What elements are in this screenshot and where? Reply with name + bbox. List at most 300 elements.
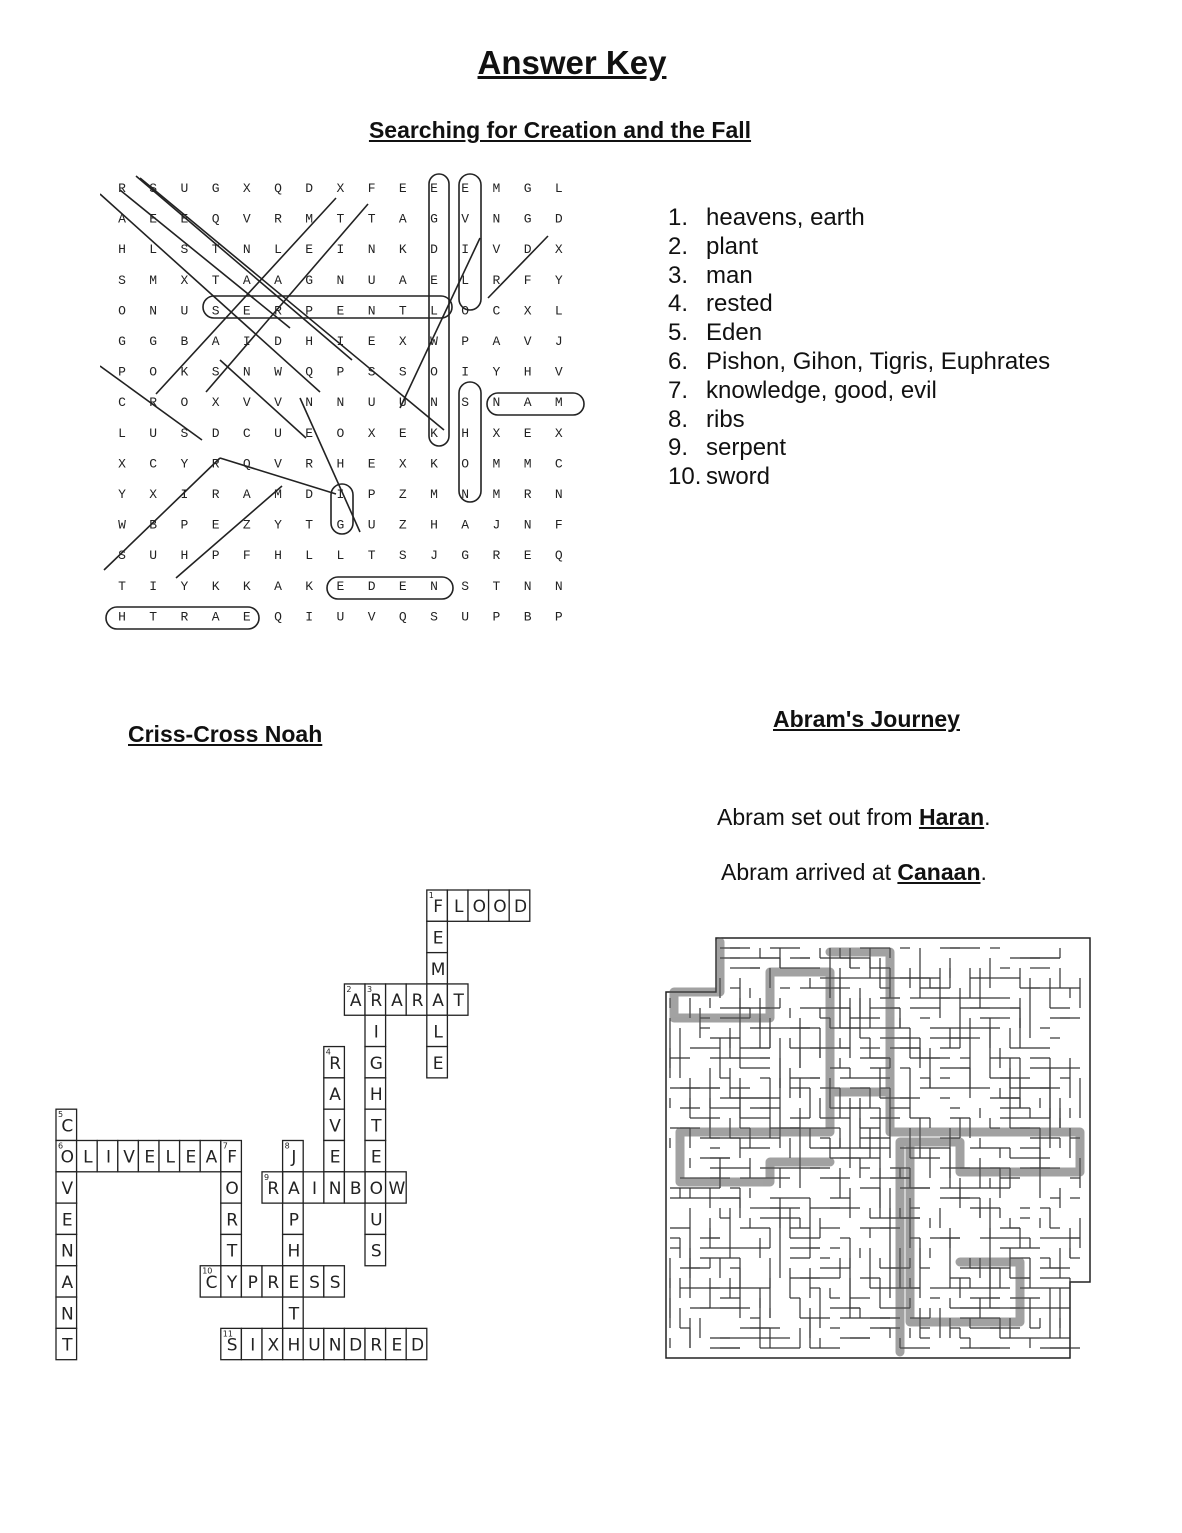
- word-search-letter: A: [211, 609, 220, 625]
- page-title: Answer Key: [477, 44, 667, 81]
- crossword-letter: L: [453, 897, 464, 918]
- crossword-letter: A: [349, 991, 362, 1012]
- word-search-letter: S: [180, 425, 189, 441]
- crossword-letter: O: [472, 897, 486, 918]
- word-search-letter: P: [180, 517, 189, 533]
- word-search-letter: P: [367, 487, 376, 502]
- word-search-letter: Q: [398, 609, 407, 625]
- word-search-letter: H: [118, 242, 126, 258]
- word-search-letter: O: [180, 395, 189, 411]
- crossword-letter: A: [391, 991, 403, 1012]
- word-search-letter: T: [367, 211, 376, 227]
- word-search-letter: P: [305, 303, 314, 319]
- word-search-letter: S: [398, 548, 407, 564]
- word-search-letter: L: [118, 425, 126, 441]
- maze-solution-path: [674, 942, 1080, 1352]
- word-search-letter: N: [554, 578, 563, 594]
- word-search-letter: X: [554, 242, 563, 258]
- word-search-letter: X: [211, 395, 220, 411]
- journey-start-sentence: Abram set out from Haran.: [717, 804, 991, 830]
- crossword-letter: O: [493, 897, 507, 918]
- word-search-letter: I: [461, 242, 470, 258]
- crossword-letter: H: [287, 1335, 301, 1356]
- word-search-letter: F: [242, 548, 251, 564]
- word-search-letter: M: [492, 456, 501, 472]
- word-search-letter: D: [430, 242, 438, 258]
- word-search-letter: E: [461, 181, 470, 196]
- word-search-letter: G: [149, 334, 158, 349]
- crossword-letter: H: [287, 1241, 301, 1262]
- word-search-letter: M: [523, 456, 532, 472]
- word-search-letter: O: [430, 364, 438, 380]
- word-search-letter: D: [274, 334, 282, 349]
- word-search-letter: S: [461, 395, 470, 411]
- word-search-letter: Z: [242, 517, 251, 533]
- word-search-letter: R: [118, 181, 126, 196]
- crossword-letter: E: [185, 1147, 197, 1168]
- word-search-letter: K: [211, 578, 220, 594]
- word-search-letter: U: [367, 517, 376, 533]
- word-search-letter: D: [305, 181, 314, 196]
- crossword-letter: L: [165, 1147, 176, 1168]
- word-search-letter: E: [149, 211, 158, 227]
- crossword-letter: F: [227, 1147, 237, 1168]
- crossword-letter: T: [62, 1335, 73, 1356]
- word-search-letter: T: [492, 578, 501, 594]
- crossword-clue-number: 4: [325, 1047, 331, 1057]
- answer-item: [668, 434, 1050, 463]
- word-search-letter: A: [461, 517, 470, 533]
- crossword-letter: A: [205, 1147, 218, 1168]
- word-search-letter: R: [211, 456, 220, 472]
- crossword-clue-number: 7: [222, 1141, 228, 1151]
- word-search-letter: I: [336, 334, 345, 349]
- word-search-letter: Q: [242, 456, 251, 472]
- crossword-letter: R: [411, 991, 424, 1012]
- word-search-letter: B: [523, 609, 532, 625]
- word-search-letter: A: [211, 334, 220, 349]
- crossword-letter: V: [123, 1147, 135, 1168]
- word-search-letter: R: [180, 609, 189, 625]
- answer-text: knowledge, good, evil: [706, 376, 937, 404]
- crossword-letter: F: [433, 897, 443, 918]
- word-search-letter: G: [336, 517, 345, 533]
- answer-number: 3.: [668, 261, 689, 289]
- journey-start-answer: Haran: [918, 804, 985, 830]
- word-search-letter: I: [336, 487, 345, 502]
- word-search-letter: R: [274, 303, 282, 319]
- word-search-letter: K: [430, 425, 438, 441]
- word-search-letter: G: [523, 211, 532, 227]
- word-search-letter: M: [274, 487, 282, 502]
- word-search-letter: H: [118, 609, 126, 625]
- word-search-letter: X: [336, 181, 345, 196]
- word-search-letter: N: [461, 487, 470, 502]
- word-search-letter: L: [274, 242, 282, 258]
- word-search-letter: K: [430, 456, 438, 472]
- word-search-letter: N: [336, 395, 345, 411]
- word-search-letter: G: [523, 181, 532, 196]
- word-search-letter: E: [367, 456, 376, 472]
- word-search-heading: Searching for Creation and the Fall: [368, 117, 752, 143]
- word-search-letter: V: [492, 242, 501, 258]
- word-search-letter: P: [336, 364, 345, 380]
- crossword-letter: L: [83, 1147, 93, 1168]
- crossword-letter: N: [60, 1241, 74, 1262]
- word-search-letter: X: [149, 487, 158, 502]
- crossword-letter: S: [370, 1241, 382, 1262]
- word-search-letter: I: [305, 609, 314, 625]
- crossword-letter: E: [61, 1210, 73, 1231]
- crossword-letter: G: [369, 1053, 383, 1074]
- word-search-letter: D: [523, 242, 532, 258]
- word-search-letter: H: [305, 334, 314, 349]
- word-search-letter: D: [554, 211, 563, 227]
- crossword-letter: R: [267, 1179, 280, 1200]
- abrams-journey-heading: Abram's Journey: [773, 706, 960, 732]
- crossword-letter: H: [369, 1085, 383, 1106]
- word-search-letter: D: [211, 425, 220, 441]
- word-search-letter: V: [367, 609, 376, 625]
- word-search-letter: V: [274, 456, 282, 472]
- word-search-letter: N: [305, 395, 314, 411]
- word-search-letter: T: [118, 578, 126, 594]
- word-search-letter: Y: [492, 364, 501, 380]
- crossword-letter: V: [329, 1116, 341, 1137]
- word-search-letter: P: [118, 364, 126, 380]
- word-search-letter: Y: [274, 517, 282, 533]
- word-search-letter: I: [461, 364, 470, 380]
- word-search-letter: A: [118, 211, 126, 227]
- word-search-letter: S: [180, 242, 189, 258]
- word-search-letter: L: [305, 548, 314, 564]
- word-search-letter: M: [492, 181, 501, 196]
- word-search-letter: N: [367, 303, 376, 319]
- word-search-letter: E: [211, 517, 220, 533]
- answer-text: plant: [706, 232, 759, 260]
- answer-number: 9.: [668, 434, 689, 462]
- word-search-letter: B: [149, 517, 158, 533]
- crossword-clue-number: 2: [346, 984, 352, 994]
- word-search-letter: Q: [554, 548, 563, 564]
- word-search-letter: W: [430, 334, 438, 349]
- criss-cross-grid: [50, 884, 540, 1384]
- word-search-letter: E: [242, 609, 251, 625]
- word-search-letter: U: [367, 395, 376, 411]
- word-search-letter: E: [336, 578, 345, 594]
- word-search-letter: U: [149, 425, 158, 441]
- word-search-letter: L: [554, 181, 563, 196]
- crossword-letter: A: [432, 991, 444, 1012]
- word-search-letter: T: [211, 242, 220, 258]
- word-search-letter: S: [211, 364, 220, 380]
- crossword-letter: P: [288, 1210, 300, 1231]
- word-search-letter: C: [242, 425, 251, 441]
- answer-number: 1.: [668, 204, 689, 231]
- answer-number: 6.: [668, 347, 689, 375]
- answer-number: 10.: [668, 463, 702, 491]
- word-search-letter: I: [180, 487, 189, 502]
- crossword-letter: Y: [226, 1272, 238, 1293]
- word-search-letter: H: [523, 364, 532, 380]
- crossword-letter: E: [432, 1053, 444, 1074]
- word-search-letter: E: [305, 242, 314, 258]
- word-search-letter: E: [430, 272, 438, 288]
- crossword-letter: R: [226, 1210, 239, 1231]
- word-search-letter: U: [336, 609, 345, 625]
- answer-number: 2.: [668, 232, 689, 260]
- crossword-clue-number: 1: [428, 891, 434, 900]
- crossword-letter: M: [430, 959, 446, 980]
- word-search-letter: U: [149, 548, 158, 564]
- word-search-letter: B: [180, 334, 189, 349]
- word-search-letter: E: [398, 181, 407, 196]
- word-search-letter: T: [398, 303, 407, 319]
- journey-end-sentence: Abram arrived at Canaan.: [721, 859, 987, 885]
- word-search-letter: T: [211, 272, 220, 288]
- crossword-letter: A: [288, 1179, 300, 1200]
- crossword-letter: I: [311, 1179, 318, 1200]
- word-search-letter: E: [336, 303, 345, 319]
- word-search-letter: N: [523, 578, 532, 594]
- answer-number: 7.: [668, 376, 689, 404]
- word-search-letter: S: [118, 548, 126, 564]
- word-search-letter: F: [523, 272, 532, 288]
- crossword-letter: A: [61, 1272, 74, 1293]
- word-search-letter: X: [523, 303, 532, 319]
- answer-number: 8.: [668, 405, 689, 433]
- crossword-letter: L: [433, 1022, 443, 1043]
- crossword-letter: V: [61, 1179, 74, 1200]
- crossword-letter: P: [247, 1272, 258, 1293]
- word-search-letter: E: [305, 425, 314, 441]
- word-search-letter: P: [492, 609, 501, 625]
- word-search-letter: R: [274, 211, 282, 227]
- word-search-letter: E: [398, 425, 407, 441]
- word-search-letter: H: [461, 425, 470, 441]
- word-search-letter: R: [492, 548, 501, 564]
- word-search-letter: N: [430, 578, 438, 594]
- word-search-letter: X: [367, 425, 376, 441]
- word-search-letter: M: [149, 272, 158, 288]
- crossword-clue-number: 10: [202, 1266, 213, 1276]
- word-search-letter: S: [118, 272, 126, 288]
- crossword-letter: C: [61, 1116, 74, 1137]
- word-search-letter: R: [305, 456, 314, 472]
- word-search-letter: N: [492, 395, 501, 411]
- word-search-letter: V: [554, 364, 563, 380]
- answer-item: [668, 348, 1050, 377]
- answer-item: [668, 463, 1050, 492]
- word-search-letter: N: [336, 272, 345, 288]
- word-search-letter: Z: [398, 517, 407, 533]
- word-search-letter: Y: [118, 487, 126, 502]
- word-search-letter: S: [398, 364, 407, 380]
- crossword-letter: C: [205, 1272, 218, 1293]
- word-search-letter: A: [523, 395, 532, 411]
- word-search-letter: M: [430, 487, 438, 502]
- word-search-letter: O: [461, 456, 470, 472]
- word-search-letter: A: [274, 578, 282, 594]
- word-search-letter: S: [367, 364, 376, 380]
- word-search-letter: R: [149, 395, 158, 411]
- word-search-letter: O: [118, 303, 126, 319]
- word-search-letter: A: [398, 272, 407, 288]
- answer-item: [668, 233, 1050, 262]
- maze: [660, 932, 1100, 1368]
- word-search-letter: N: [367, 242, 376, 258]
- word-search-letter: C: [492, 303, 501, 319]
- word-search-letter: N: [523, 517, 532, 533]
- word-search-letter: E: [367, 334, 376, 349]
- word-search-letter: C: [149, 456, 158, 472]
- answer-item: [668, 262, 1050, 291]
- word-search-letter: I: [242, 334, 251, 349]
- crossword-letter: E: [144, 1147, 156, 1168]
- answer-text: Pishon, Gihon, Tigris, Euphrates: [706, 347, 1051, 375]
- word-search-letter: N: [492, 211, 501, 227]
- word-search-letter: R: [492, 272, 501, 288]
- word-search-letter: L: [336, 548, 345, 564]
- crossword-letter: E: [370, 1147, 382, 1168]
- word-search-letter: H: [274, 548, 282, 564]
- word-search-letter: K: [305, 578, 314, 594]
- word-search-letter: Q: [211, 211, 220, 227]
- word-search-letter: W: [118, 517, 126, 533]
- answer-item: [668, 377, 1050, 406]
- crossword-letter: R: [370, 991, 383, 1012]
- crossword-letter: T: [453, 991, 464, 1012]
- word-search-letter: J: [430, 548, 438, 564]
- word-search-letter: A: [492, 334, 501, 349]
- crossword-letter: S: [226, 1335, 238, 1356]
- crossword-clue-number: 5: [58, 1110, 64, 1120]
- crossword-letter: D: [410, 1335, 425, 1356]
- word-search-letter: I: [149, 578, 158, 594]
- word-search-letter: D: [305, 487, 314, 502]
- word-search-answer-list: [668, 204, 1050, 492]
- crossword-letter: S: [329, 1272, 341, 1293]
- word-search-letter: U: [274, 425, 282, 441]
- crossword-letter: O: [60, 1147, 74, 1168]
- crossword-letter: I: [250, 1335, 256, 1356]
- crossword-clue-number: 8: [284, 1141, 290, 1151]
- word-search-letter: E: [523, 548, 532, 564]
- word-search-letter: L: [149, 242, 158, 258]
- word-search-letter: U: [461, 609, 470, 625]
- word-search-letter: O: [149, 364, 158, 380]
- crossword-clue-number: 11: [222, 1329, 233, 1339]
- word-search-letter: C: [118, 395, 126, 411]
- answer-text: rested: [706, 290, 773, 318]
- crossword-letter: E: [329, 1147, 341, 1168]
- word-search-letter: J: [492, 517, 501, 533]
- word-search-letter: N: [242, 364, 251, 380]
- word-search-letter: Y: [554, 272, 563, 288]
- word-search-letter: A: [242, 487, 251, 502]
- word-search-letter: W: [274, 364, 282, 380]
- word-search-letter: O: [461, 303, 470, 319]
- crossword-letter: N: [60, 1304, 74, 1325]
- word-search-letter: G: [211, 181, 220, 196]
- word-search-letter: V: [274, 395, 282, 411]
- crossword-letter: T: [288, 1304, 300, 1325]
- word-search-letter: P: [554, 609, 563, 625]
- crossword-letter: J: [291, 1147, 297, 1168]
- answer-text: man: [706, 261, 753, 289]
- word-search-letter: X: [398, 456, 407, 472]
- word-search-letter: T: [336, 211, 345, 227]
- word-search-letter: Y: [180, 456, 189, 472]
- word-search-letters: [118, 181, 563, 624]
- word-search-letter: U: [180, 181, 189, 196]
- crossword-letter: A: [329, 1085, 341, 1106]
- word-search-letter: K: [242, 578, 251, 594]
- word-search-letter: X: [118, 456, 126, 472]
- word-search-letter: K: [180, 364, 189, 380]
- word-search-letter: Q: [274, 609, 282, 625]
- word-search-letter: C: [554, 456, 563, 472]
- crossword-clue-number: 6: [58, 1141, 64, 1151]
- word-search-letter: Q: [305, 364, 314, 380]
- word-search-letter: H: [180, 548, 189, 564]
- word-search-letter: H: [336, 456, 345, 472]
- word-search-letter: N: [554, 487, 563, 502]
- journey-end-answer: Canaan: [897, 859, 981, 885]
- crossword-letter: I: [373, 1022, 379, 1043]
- crossword-letter: O: [369, 1179, 383, 1200]
- word-search-letter: E: [242, 303, 251, 319]
- word-search-letter: Q: [274, 181, 282, 196]
- word-search-letter: S: [430, 609, 438, 625]
- crossword-letter: N: [328, 1179, 342, 1200]
- word-search-letter: U: [398, 395, 407, 411]
- word-search-letter: Y: [180, 578, 189, 594]
- word-search-letter: P: [211, 548, 220, 564]
- answer-text: ribs: [706, 405, 745, 433]
- word-search-letter: L: [461, 272, 470, 288]
- crossword-clue-number: 9: [264, 1172, 270, 1182]
- word-search-letter: S: [461, 578, 470, 594]
- word-search-letter: T: [149, 609, 158, 625]
- word-search-letter: M: [305, 211, 314, 227]
- crossword-letter: S: [309, 1272, 320, 1293]
- word-search-letter: M: [554, 395, 563, 411]
- answer-item: [668, 406, 1050, 435]
- crossword-letter: W: [388, 1179, 406, 1200]
- word-search-letter: N: [149, 303, 158, 319]
- word-search-letter: F: [367, 181, 376, 196]
- word-search-letter: R: [523, 487, 532, 502]
- answer-number: 4.: [668, 290, 689, 318]
- answer-text: Eden: [706, 319, 763, 347]
- crossword-letter: R: [329, 1053, 342, 1074]
- word-search-letter: F: [554, 517, 563, 533]
- word-search-letter: I: [336, 242, 345, 258]
- word-search-letter: S: [211, 303, 220, 319]
- word-search-letter: S: [149, 181, 158, 196]
- crossword-letter: T: [371, 1116, 382, 1137]
- crossword-letter: I: [105, 1147, 112, 1168]
- word-search-letter: M: [492, 487, 501, 502]
- answer-item: [668, 319, 1050, 348]
- word-search-letter: P: [461, 334, 470, 349]
- crossword-letter: E: [432, 928, 444, 949]
- word-search-letter: A: [398, 211, 407, 227]
- word-search-letter: N: [242, 242, 251, 258]
- word-search-letter: E: [430, 181, 438, 196]
- word-search-letter: J: [554, 334, 563, 349]
